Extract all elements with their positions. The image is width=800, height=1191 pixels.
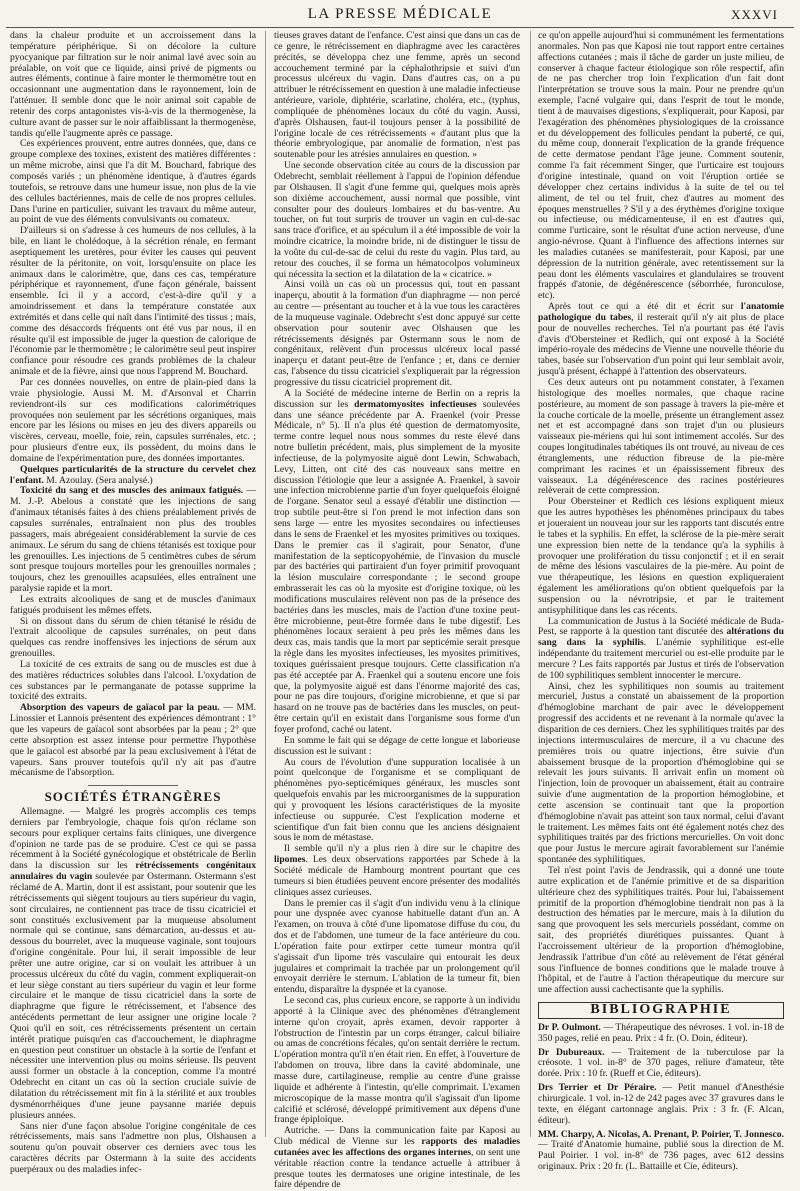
paragraph: Tel n'est point l'avis de Jendrassik, qui a donné une toute autre explication et de l'anémie primitive et de sa disparition ultérieure chez des syphilitiques traités. Pour lui, l'abaissement primitif de la proportion d'hémoglobine tiendrait non pas à la destruction des hématies par le mercure, mais à la dilution du sang que provoquent les sels mercuriels possédant, comme on sait, des propriétés diurétiques puissantes. Quant à l'accroissement ultérieur de la proportion d'hémoglobine, Jendrassik l'attribue d'un côté au relèvement de l'état général sous l'influence de bonnes conditions que le malade trouve à l'hôpital, et de l'autre à l'action thérapeutique du mercure sur une affection aussi cachectisante que la syphilis. bbox=[538, 864, 784, 996]
subheading: Absorption des vapeurs de gaïacol par la peau. bbox=[20, 702, 220, 714]
text: . Les deux observations rapportées par Schede à la Société médicale de Hambourg montrent pourtant que ces tumeurs si bien étudiées peuvent encore présenter des modalités cliniques assez curieuses. bbox=[274, 854, 520, 898]
section-rule bbox=[88, 785, 178, 786]
paragraph bbox=[10, 465, 256, 487]
book-author: Dr P. Oulmont. bbox=[538, 1021, 601, 1033]
journal-title: LA PRESSE MÉDICALE bbox=[307, 6, 493, 22]
book-entry bbox=[538, 1023, 784, 1045]
book-author: MM. Charpy, A. Nicolas, A. Prenant, P. Poirier, T. Jonnesco. bbox=[538, 1128, 784, 1140]
keyword: lipomes bbox=[274, 854, 306, 866]
paragraph bbox=[538, 617, 784, 682]
book-details: — Petit manuel d'Anesthésie chirurgicale. 1 vol. in-12 de 242 pages avec 37 gravures dans le texte, en élégant cartonnage anglais. Prix : 3 fr. (F. Alcan, éditeur). bbox=[538, 1082, 785, 1126]
paragraph: En somme le fait qui se dégage de cette longue et laborieuse discussion est le suivant : bbox=[274, 734, 520, 757]
column-2 bbox=[274, 30, 520, 1191]
header-rule bbox=[6, 27, 794, 28]
paragraph: Les extraits alcooliques de sang et de muscles d'animaux fatigués produisent les mêmes effets. bbox=[10, 593, 256, 616]
paragraph: Par ces données nouvelles, on entre de plain-pied dans la vraie physiologie. Aussi M. M. d'Arsonval et Charrin reviendront-ils sur ces modifications calorimétriques provoquées non seulement par les sécrétions organiques, mais encore par les lésions ou mises en jeu des divers appareils ou viscères, cerveau, moelle, foie, rein, capsules surrénales, etc. ; pour plusieurs d'entre eux, ils possèdent, du moins dans le domaine de l'expérimentation pure, des données importantes. bbox=[10, 377, 256, 464]
book-author: Dr Dubureaux. bbox=[538, 1046, 605, 1058]
book-details: — Traitement de la tuberculose par la créosote. 1 vol. in-8° de 370 pages, reliure d'amateur, tête dorée. Prix : 10 fr. (Rueff et Cie, éditeurs). bbox=[538, 1046, 784, 1080]
text: Autriche. — Dans la communication faite par Kaposi au Club médical de Vienne sur les bbox=[274, 1125, 520, 1148]
text: La communication de Justus à la Société médicale de Buda-Pest, se rapporte à la question tant discutée des bbox=[538, 615, 784, 638]
column-divider-2 bbox=[530, 31, 531, 1137]
paragraph bbox=[10, 807, 256, 1121]
book-details: — Thérapeutique des névroses. 1 vol. in-18 de 350 pages, relié en peau. Prix : 4 fr. (O. Doin, éditeur). bbox=[538, 1021, 784, 1044]
paragraph bbox=[10, 486, 256, 594]
book-author: Drs Terrier et Dr Péraire. bbox=[538, 1082, 657, 1094]
column-divider-1 bbox=[265, 31, 266, 1137]
text: — M. J.-P. Abelous a constaté que les injections de sang d'animaux tétanisés faites à des chiens préalablement privés de capsules surrénales, entraînaient non plus des troubles passagers, mais abrégeaient considérablement la survie de ces animaux. Le sérum du sang de chiens tétanisés est toxique pour les grenouilles. Les injections de 5 centimètres cubes de sérum sont presque toujours mortelles pour les grenouilles normales ; toujours, chez les grenouilles acapsulées, elles entraînent une paralysie rapide et la mort. bbox=[10, 485, 256, 595]
paragraph: La toxicité de ces extraits de sang ou de muscles est due à des matières réductrices solubles dans l'alcool. L'oxydation de ces substances par le permanganate de potasse supprime la toxicité des extraits. bbox=[10, 658, 256, 703]
keyword: l'anatomie pathologique du tabes bbox=[538, 301, 784, 323]
paragraph: ce qu'on appelle aujourd'hui si communément les fermentations anormales. Non pas que Kaposi nie tout rapport entre certaines affections cutanées ; mais il tâche de garder un juste milieu, de conserver à chaque facteur étiologique son rôle respectif, afin de ne pas chercher trop loin l'explication d'un fait dont l'interprétation se trouve sous la main. Pour ne prendre qu'un exemple, l'acné vulgaire qui, dans l'esprit de tout le monde, tient à de mauvaises digestions, s'expliquerait, pour Kaposi, par l'exagération des phénomènes physiologiques de la croissance et du développement des follicules pendant la puberté, ce qui, du même coup, donnerait l'explication de la grande fréquence de cette dermatose pendant l'âge jeune. Comment soutenir, comme l'a fait récemment Singer, que l'urticaire est toujours d'origine intestinale, quand on voit l'éruption ortiée se développer chez certains individus à la suite de tel ou tel aliment, de tel ou tel fruit, chez d'autres au moment des époques menstruelles ? S'il y a des érythèmes d'origine toxique ou infectieuse, ou médicamenteuse, il en est d'autres qui, comme l'urticaire, sont le résultat d'une action nerveuse, d'une angio-névrose. Quant à l'influence des affections internes sur les maladies cutanées se manifesterait, pour Kaposi, par une dépression de la nutrition générale, avec retentissement sur la peau dont les éléments vasculaires et glandulaires se trouvent frappés d'atonie, de dégénérescence (séborrhée, furonculose, etc). bbox=[538, 30, 784, 302]
keyword: rapports des maladies cutanées avec les affections des organes internes bbox=[274, 1136, 520, 1158]
paragraph: Dans le premier cas il s'agit d'un individu venu à la clinique pour une dyspnée avec cyanose habituelle datant d'un an. A l'examen, on trouva à côté d'une lipomatose diffuse du cou, du dos et de l'abdomen, une tumeur de la face antérieure du cou. L'opération faite pour extirper cette tumeur montra qu'il s'agissait d'un lipome très vasculaire qui entourait les deux jugulaires et comprimait la trachée par un prolongement qu'il envoyait derrière le sternum. L'ablation de la tumeur fit, bien entendu, disparaître la dyspnée et la cyanose. bbox=[274, 897, 520, 996]
column-1 bbox=[10, 30, 257, 1175]
paragraph: Au cours de l'évolution d'une suppuration localisée à un point quelconque de l'organisme et se compliquant de phénomènes pyo-septicémiques généraux, les muscles sont quelquefois envahis par les microorganismes de la suppuration qui y provoquent les lésions caractéristiques de la myosite infectieuse ou suppurée. C'est l'explication moderne et scientifique d'un fait bien connu que les anciens désignaient sous le nom de métastase. bbox=[274, 756, 520, 844]
section-title: SOCIÉTÉS ÉTRANGÈRES bbox=[44, 789, 222, 805]
paragraph: Ainsi, chez les syphilitiques non soumis au traitement mercuriel, Justus a constaté un abaissement de la proportion d'hémoglobine marchant de pair avec le développement progressif des accidents et ne revenant à la normale qu'avec la disparition de ces derniers. Chez les syphilitiques traités par des injections intermusculaires de mercure, il a vu chacune des premières trois ou quatre injections, être suivie d'un abaissement brusque de la proportion d'hémoglobine qui se relevait les jours suivants. Il arrivait enfin un moment où l'injection, loin de provoquer un abaissement, était au contraire suivie d'une augmentation de la proportion hémoglobine, et cette ascension se continuait tant que la proportion d'hémoglobine n'avait pas atteint son taux normal, celui d'avant le traitement. Les mêmes faits ont été également notés chez des syphilitiques traités par des frictions mercurielles. On voit donc que pour Justus le mercure agirait favorablement sur l'anémie spontanée des syphilitiques. bbox=[538, 680, 784, 866]
paragraph bbox=[274, 389, 520, 736]
bibliography-title: BIBLIOGRAPHIE bbox=[538, 1002, 784, 1019]
paragraph bbox=[274, 844, 520, 898]
keyword: dermatomyosites infectieuses bbox=[354, 398, 477, 410]
book-entry bbox=[538, 1048, 784, 1081]
text: soulevée par Ostermann. Ostermann s'est réclamé de A. Martin, dont il est assistant, pour soutenir que les rétrécissements qui siègent toujours au tiers supérieur du vagin, sont circulaires, ne contiennent pas trace de tissu cicatriciel et sont constitués exclusivement par la muqueuse absolument normale qui se continue, sans démarcation, au-dessus et au-dessous du bourrelet, avec la muqueuse vaginale, sont toujours d'origine congénitale. Pour lui, il serait impossible de leur prêter une autre origine, car si on voulait les attribuer à un processus ulcéreux du côté du vagin, comment expliquerait-on et leur siège constant au tiers supérieur du vagin et leur forme circulaire et le manque de tissu cicatriciel dans la sorte de diaphragme que figure le rétrécissement, et l'absence des antécédents permettant de leur assigner une origine locale ? Quoi qu'il en soit, ces rétrécissements présentent un certain intérêt pratique puisqu'en cas d'accouchement, le diaphragme en question peut constituer un obstacle à la sortie de l'enfant et nécessiter une intervention plus ou moins sérieuse. Ils peuvent aussi former un obstacle à la conception, comme l'a montré Odebrecht en citant un cas où la section cruciale suivie de dilatation du rétrécissement mit fin à la stérilité et aux troubles dysménorrhéiques d'une jeune paysanne mariée depuis plusieurs années. bbox=[10, 871, 256, 1121]
paragraph: Pour Obersteiner et Redlich ces lésions expliquent mieux que les autres hypothèses les phénomènes principaux du tabes et joueraient un nouveau jour sur les rapports tant discutés entre le tabes et la syphilis. En effet, la sclérose de la pie-mère serait une expression bien nette de la tendance qu'a la syphilis à provoquer une prolifération du tissu conjonctif ; et il en serait de même des lésions vasculaires de la pie-mère. Au point de vue thérapeutique, les lésions en question expliqueraient également les améliorations qu'on obtient quelquefois par la suspension ou la névrotripsie, et par le traitement antisyphilitique dans les cas récents. bbox=[538, 496, 784, 616]
book-details: — Traité d'Anatomie humaine, publié sous la direction de M. Paul Poirier. 1 vol. in-8° de 736 pages, avec 612 dessins originaux. Prix : 20 fr. (L. Battaille et Cie, éditeurs). bbox=[538, 1139, 784, 1173]
paragraph: Sans nier d'une façon absolue l'origine congénitale de ces rétrécissements, mais sans l'admettre non plus, Olshausen a soutenu qu'on pouvait observer ces derniers avec tous les caractères décrits par Ostermann à la suite des accidents puerpéraux ou des maladies infec- bbox=[10, 1120, 256, 1175]
text: Il semble qu'il n'y a plus rien à dire sur le chapitre des bbox=[284, 843, 520, 855]
text: A la Société de médecine interne de Berlin on a repris la discussion sur les bbox=[274, 387, 520, 410]
keyword: altérations du sang dans la syphilis bbox=[538, 626, 784, 649]
paragraph: Si on dissout dans du sérum de chien tétanisé le résidu de l'extrait alcoolique de capsules surrénales, on peut dans quelques cas rendre inoffensives les injections de sérum aux grenouilles. bbox=[10, 615, 256, 660]
paragraph bbox=[10, 703, 256, 779]
text: — MM. Linossier et Lannois présentent des expériences démontrant : 1° que les vapeurs de gaïacol sont absorbées par la peau ; 2° que cette absorption est assez intense pour permettre l'hypothèse que le gaïacol est absorbé par la peau exclusivement à l'état de vapeurs. Sans prouver toutefois qu'il n'y ait pas d'autre mécanisme de l'absorption. bbox=[10, 702, 257, 779]
paragraph: Le second cas, plus curieux encore, se rapporte à un individu apporté à la Clinique avec des phénomènes d'étranglement interne qu'on croyait, après examen, devoir rapporter à l'obstruction de l'intestin par un corps étranger, calcul biliaire ou amas de concrétions fécales, qu'on sentait derrière le rectum. L'opération montra qu'il n'en était rien. En effet, à l'ouverture de l'abdomen on trouva, libre dans la cavité abdominale, une masse dure, cartilagineuse, remplie au centre d'une graisse liquide et adhérente à l'intestin, qu'elle comprimait. L'examen microscopique de la masse montra qu'il s'agissait d'un lipome calcifié et sclérosé, développé primitivement aux dépens d'une frange épiploïque. bbox=[274, 995, 520, 1126]
paragraph: tieuses graves datant de l'enfance. C'est ainsi que dans un cas de ce genre, le rétrécissement en diaphragme avec les caractères précités, se développa chez une femme, après un second accouchement terminé par la céphalothripsie et suivi d'un processus ulcéreux du vagin. Dans d'autres cas, on a pu attribuer le rétrécissement en question à une maladie infectieuse antérieure, variole, diphtérie, scarlatine, choléra, etc., (typhus, compliquée de phénomènes locaux du côté du vagin. Aussi, d'après Olshausen, faut-il toujours penser à la possibilité de l'origine locale de ces rétrécissements « d'autant plus que la théorie embryologique, par anomalie de formation, n'est pas soutenable pour les atrésies annulaires en question. » bbox=[274, 30, 520, 161]
subheading: Quelques particularités de la structure du cervelet chez l'enfant. bbox=[10, 463, 256, 486]
text: M. Azoulay. (Sera analysé.) bbox=[43, 474, 153, 486]
text: , on sent une véritable réaction contre la tendance actuelle à attribuer à presque toutes les dermatoses une origine intestinale, de les faire dépendre de bbox=[274, 1146, 520, 1191]
paragraph bbox=[538, 302, 784, 378]
paragraph: dans la chaleur produite et un accroissement dans la température périphérique. Si on décolore la culture pyocyanique par filtration sur le noir animal lavé avec soin au préalable, on voit que ce liquide, ainsi privé de pigments ou autres éléments, continue à faire monter le thermomètre tout en occasionnant une augmentation dans le rayonnement, loin de l'atténuer. Il semble donc que le noir animal soit capable de retenir des corps antagonistes vis-à-vis de la thermogenèse, la culture avant de passer sur le noir affaiblissant la thermogenèse, tandis qu'elle l'augmente après ce passage. bbox=[10, 30, 256, 139]
text: Allemagne. — Malgré les progrès accomplis ces temps derniers par l'embryologie, chaque fois qu'on réclame son secours pour expliquer certains faits cliniques, une divergence d'opinion ne tarde pas de se produire. C'est ce qui se passa récemment à la Société gynécologique et obstétricale de Berlin dans la discussion sur les bbox=[10, 806, 256, 872]
page-header bbox=[0, 0, 800, 26]
keyword: rétrécissements congénitaux annulaires du vagin bbox=[10, 860, 256, 883]
paragraph: Ces deux auteurs ont pu notamment constater, à l'examen histologique des moelles normales, que chaque racine postérieure, au moment de son passage à travers la pie-mère et la couche corticale de la moelle, présente un étranglement assez net et est accompagné dans son trajet d'un ou plusieurs vaisseaux pie-mériens qui lui sont intimement accolés. Sur des coupes longitudinales tabétiques ils ont trouvé, au niveau de ces étranglements, une réduction fibreuse de la pie-mère comprimant les racines et un épaississement fibreux des vaisseaux. La dégénérescence des racines postérieures relèverait de cette compression. bbox=[538, 377, 784, 497]
book-entry bbox=[538, 1083, 784, 1126]
paragraph: Ces expériences prouvent, entre autres données, que, dans ce groupe complexe des toxines, existent des matières différentes : un même microbe, ainsi que l'a dit M. Bouchard, fabrique des composés variés ; un phénomène identique, à d'autres égards toutefois, se retrouve dans une humeur issue, non plus de la vie des cellules bactériennes, mais de celle de nos propres cellules. Dans l'urine en particulier, suivant les travaux du même auteur, au point de vue des éléments convulsivants ou comateux. bbox=[10, 138, 256, 226]
text: Après tout ce qui a été dit et écrit sur bbox=[548, 301, 741, 313]
text: soulevées dans une séance précédente par A. Fraenkel (voir Presse Médicale, n° 5). Il n'a plus été question de dermatomyosite, terme contre lequel nous nous sommes du reste élevé dans notre bulletin précédent, mais, plus simplement de la myosite infectieuse, de la polymyosite aiguë dont Lewin, Schwabach, Levy, Litten, ont cité des cas nouveaux sans mettre en discussion l'étiologie que leur a assignée A. Fraenkel, à savoir une infection microbienne partie d'un foyer quelquefois éloigné de l'organe. Senator seul a essayé d'établir une distinction — trop subtile peut-être si l'on prend le mot infection dans son sens large — entre les myosites secondaires ou infectieuses dans le sens de Fraenkel et les myosites primitives ou toxiques. Dans le premier cas il s'agirait, pour Senator, d'une manifestation de la septicopyohémie, de l'invasion du muscle par des bactéries qui partiraient d'un foyer primitif provoquant la lésion musculaire correspondante ; le second groupe embrasserait les cas où la myosite est d'origine toxique, où les modifications musculaires relèvent non pas de la présence des bactéries dans les muscles, mais de l'action d'une toxine peut-être microbienne, peut-être formée dans le tube digestif. Les phénomènes locaux seraient à peu près les mêmes dans les deux cas, mais tandis que la mort par septicémie serait presque la règle dans les myosites infectieuses, les myosites primitives, toxiques guérissaient presque toujours. Cette classification n'a pas été acceptée par A. Fraenkel qui a soutenu encore une fois que, la polymyosite aiguë est dans l'énorme majorité des cas, pour ne pas dire toujours, d'origine microbienne, et que si par hasard on ne trouve pas de bactéries dans les muscles, on peut-être certain qu'il en existait dans l'organisme sous forme d'un foyer profond, caché ou latent. bbox=[274, 398, 520, 735]
text: . L'anémie syphilitique est-elle indépendante du traitement mercuriel ou est-elle produite par le mercure ? Les faits rapportés par Justus et tirés de l'observation de 100 syphilitiques semblent innocenter le mercure. bbox=[538, 637, 784, 681]
paragraph: D'ailleurs si on s'adresse à ces humeurs de nos cellules, à la bile, en liant le cholédoque, à la sécrétion rénale, en fermant aseptiquement les uretères, pour éviter les causes qui peuvent résulter de la péritonite, on voit, lorsqu'ensuite on place les animaux dans le calorimètre, que, dans ces cas, température périphérique et rayonnement, d'une façon générale, baissent ensemble. Ici il y a accord, c'est-à-dire qu'il y a amoindrissement et dans la température constatée aux extrémités et dans celle qui naît dans l'intimité des tissus ; mais, comme des désaccords fréquents ont été vus par nous, il en résulte qu'il est impossible de juger la question de calorique de l'économie par le thermomètre ; le calorimètre seul peut inspirer confiance pour résoudre ces grands problèmes de la chaleur animale et de la fièvre, ainsi que nous l'apprend M. Bouchard. bbox=[10, 225, 257, 378]
paragraph: Une seconde observation citée au cours de la discussion par Odebrecht, semblait réellement à l'appui de l'opinion défendue par Olshausen. Il s'agit d'une femme qui, quelques mois après son dixième accouchement, aussi normal que possible, vint consulter pour des douleurs lombaires et du bas-ventre. Au toucher, on fut tout surpris de trouver un vagin en cul-de-sac sans trace d'orifice, et au spéculum il a été impossible de voir la moindre cicatrice, la moindre bride, ni de distinguer le tissu de la voûte du cul-de-sac de celui du reste du vagin. Plus tard, au retour des couches, il se forma un hématocolpos volumineux qui nécessita la section et la dilatation de la « cicatrice. » bbox=[274, 160, 520, 280]
page-number: XXXVI bbox=[731, 7, 778, 22]
subheading: Toxicité du sang et des muscles des animaux fatigués. bbox=[20, 485, 244, 497]
book-entry bbox=[538, 1130, 784, 1173]
paragraph: Ainsi voilà un cas où un processus qui, tout en passant inaperçu, aboutit à la formation d'un diaphragme — non percé au centre — présentant au toucher et à la vue tous les caractères de la muqueuse vaginale. Odebrecht s'est donc appuyé sur cette observation pour soutenir avec Olshausen que les rétrécissements désignés par Ostermann sous le nom de congénitaux, relèvent d'un processus ulcéreux local passé inaperçu et datant peut-être de l'enfance ; et, dans ce dernier cas, l'absence du tissu cicatriciel s'expliquerait par la régression progressive du tissu cicatriciel proprement dit. bbox=[274, 279, 520, 388]
text: , il resterait qu'il n'y ait plus de place pour de nouvelles recherches. Tel n'a pourtant pas été l'avis d'avis d'Obersteiner et Redlich, qui ont exposé à la Société império-royale des médecins de Vienne une nouvelle théorie du tabes, basée sur l'observation d'un point qui leur semblait avoir, jusqu'à présent, échappé à l'attention des observateurs. bbox=[538, 311, 784, 378]
paragraph bbox=[274, 1126, 520, 1191]
column-3 bbox=[538, 30, 785, 1173]
